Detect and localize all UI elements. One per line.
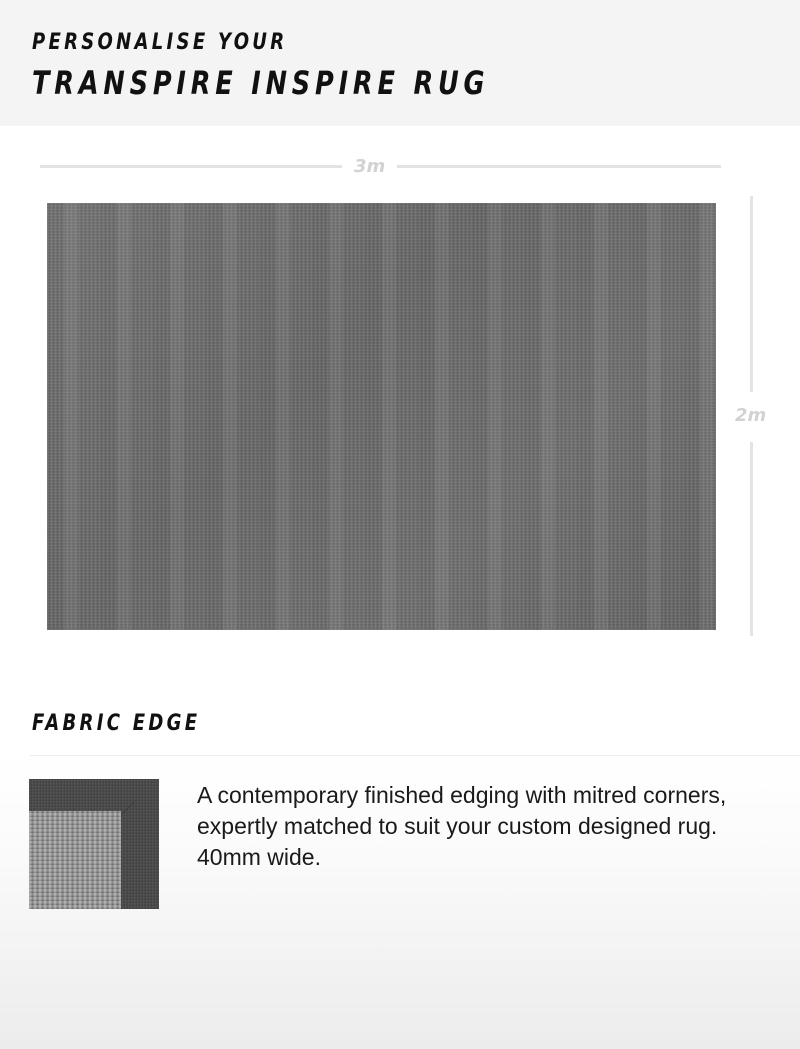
fabric-edge-title: FABRIC EDGE xyxy=(32,711,201,736)
height-dimension-label: 2m xyxy=(735,405,767,426)
page-header xyxy=(0,0,800,126)
section-divider xyxy=(30,755,800,756)
fabric-edge-description: A contemporary finished edging with mitred corners, expertly matched to suit your custom designed rug. 40mm wide. xyxy=(197,782,727,870)
width-dimension-line-right xyxy=(397,165,721,168)
width-dimension-label: 3m xyxy=(354,156,386,177)
swatch-rug-texture xyxy=(29,811,121,909)
page-subtitle: PERSONALISE YOUR xyxy=(32,30,288,55)
swatch-mitred-corner xyxy=(121,801,135,815)
fabric-edge-swatch-icon[interactable] xyxy=(29,779,159,909)
height-dimension-line-top xyxy=(750,196,753,392)
width-dimension-line-left xyxy=(40,165,342,168)
height-dimension-line-bottom xyxy=(750,442,753,636)
page-title: TRANSPIRE INSPIRE RUG xyxy=(32,64,490,102)
rug-preview-image xyxy=(47,203,716,630)
